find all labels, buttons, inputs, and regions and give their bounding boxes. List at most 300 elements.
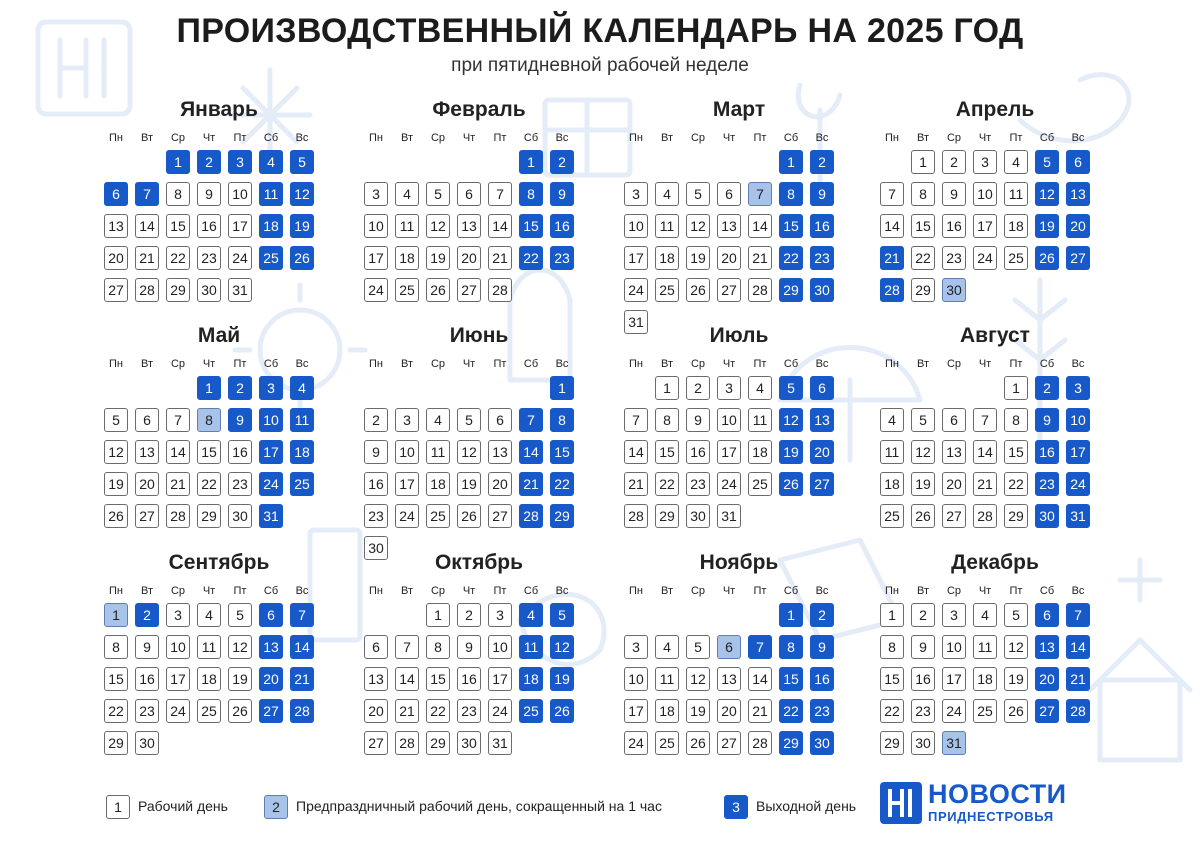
- day-cell-working: 29: [426, 731, 450, 755]
- weekday-header: [880, 132, 1110, 148]
- day-cell-working: 9: [686, 408, 710, 432]
- day-cell-day-off: 12: [1035, 182, 1059, 206]
- day-cell-working: 13: [135, 440, 159, 464]
- day-cell-working: 10: [228, 182, 252, 206]
- day-cell-day-off: 19: [290, 214, 314, 238]
- weekday-label: Вт: [660, 132, 673, 144]
- day-cell-day-off: 9: [1035, 408, 1059, 432]
- day-cell-working: 16: [197, 214, 221, 238]
- day-cell-working: 8: [655, 408, 679, 432]
- day-cell-working: 25: [1004, 246, 1028, 270]
- weekday-label: Пт: [1009, 132, 1023, 144]
- day-cell-working: 19: [104, 472, 128, 496]
- weekday-label: Чт: [722, 358, 736, 370]
- weekday-header: [624, 358, 854, 374]
- day-cell-working: 6: [457, 182, 481, 206]
- day-cell-working: 17: [624, 699, 648, 723]
- day-cell-working: 12: [686, 667, 710, 691]
- day-cell-working: 11: [197, 635, 221, 659]
- day-cell-day-off: 9: [810, 635, 834, 659]
- day-cell-working: 22: [426, 699, 450, 723]
- weekday-label: Пт: [493, 585, 507, 597]
- day-cell-working: 17: [973, 214, 997, 238]
- day-cell-day-off: 5: [779, 376, 803, 400]
- day-cell-day-off: 8: [519, 182, 543, 206]
- day-cell-working: 4: [197, 603, 221, 627]
- weekday-label: Пн: [369, 358, 383, 370]
- weekday-label: Ср: [690, 358, 706, 370]
- weekday-label: Пн: [885, 585, 899, 597]
- day-cell-day-off: 21: [880, 246, 904, 270]
- day-cell-day-off: 21: [290, 667, 314, 691]
- day-cell-day-off: 6: [1035, 603, 1059, 627]
- day-cell-working: 5: [1004, 603, 1028, 627]
- weekday-label: Пт: [753, 358, 767, 370]
- day-cell-day-off: 31: [1066, 504, 1090, 528]
- day-cell-short: 1: [104, 603, 128, 627]
- day-cell-working: 6: [488, 408, 512, 432]
- day-cell-working: 8: [166, 182, 190, 206]
- day-cell-working: 21: [135, 246, 159, 270]
- day-cell-working: 24: [973, 246, 997, 270]
- day-cell-working: 19: [1004, 667, 1028, 691]
- day-cell-day-off: 26: [290, 246, 314, 270]
- day-cell-working: 26: [1004, 699, 1028, 723]
- day-cell-day-off: 1: [197, 376, 221, 400]
- weekday-label: Пт: [1009, 358, 1023, 370]
- month-name: Ноябрь: [699, 551, 779, 574]
- day-cell-working: 14: [488, 214, 512, 238]
- logo-line-1: НОВОСТИ: [928, 779, 1067, 809]
- weekday-label: Сб: [1039, 132, 1055, 144]
- day-cell-day-off: 5: [550, 603, 574, 627]
- day-cell-day-off: 21: [1066, 667, 1090, 691]
- weekday-label: Ср: [690, 132, 706, 144]
- day-cell-working: 4: [655, 635, 679, 659]
- day-cell-working: 25: [748, 472, 772, 496]
- day-cell-working: 26: [686, 278, 710, 302]
- day-cell-working: 29: [1004, 504, 1028, 528]
- day-cell-working: 23: [911, 699, 935, 723]
- day-cell-working: 4: [973, 603, 997, 627]
- day-cell-day-off: 6: [104, 182, 128, 206]
- weekday-label: Чт: [722, 132, 736, 144]
- legend-working-swatch: 1: [106, 795, 130, 819]
- day-cell-working: 8: [426, 635, 450, 659]
- day-cell-working: 18: [395, 246, 419, 270]
- weekday-header: [104, 132, 334, 148]
- day-cell-working: 21: [488, 246, 512, 270]
- day-cell-working: 3: [395, 408, 419, 432]
- day-cell-working: 29: [197, 504, 221, 528]
- day-cell-working: 1: [655, 376, 679, 400]
- day-cell-working: 10: [973, 182, 997, 206]
- day-cell-working: 15: [197, 440, 221, 464]
- day-cell-working: 2: [942, 150, 966, 174]
- day-cell-day-off: 14: [1066, 635, 1090, 659]
- weekday-label: Пт: [1009, 585, 1023, 597]
- day-cell-day-off: 3: [1066, 376, 1090, 400]
- day-cell-working: 16: [942, 214, 966, 238]
- day-cell-day-off: 26: [1035, 246, 1059, 270]
- day-cell-day-off: 9: [550, 182, 574, 206]
- day-cell-working: 20: [104, 246, 128, 270]
- day-cell-day-off: 9: [228, 408, 252, 432]
- day-cell-working: 4: [1004, 150, 1028, 174]
- day-cell-day-off: 13: [810, 408, 834, 432]
- day-cell-working: 30: [457, 731, 481, 755]
- day-cell-working: 13: [942, 440, 966, 464]
- weekday-label: Пн: [369, 132, 383, 144]
- weekday-label: Чт: [978, 132, 992, 144]
- day-cell-working: 18: [655, 699, 679, 723]
- weekday-label: Чт: [202, 585, 216, 597]
- weekday-label: Вт: [140, 358, 153, 370]
- weekday-header: [364, 132, 594, 148]
- month-name: Июнь: [449, 324, 509, 347]
- weekday-label: Сб: [263, 132, 279, 144]
- day-cell-working: 5: [686, 182, 710, 206]
- weekday-label: Вт: [140, 132, 153, 144]
- month-name: Июль: [709, 324, 769, 347]
- day-cell-working: 26: [228, 699, 252, 723]
- day-cell-working: 30: [911, 731, 935, 755]
- day-cell-short: 31: [942, 731, 966, 755]
- weekday-label: Вт: [660, 358, 673, 370]
- day-cell-working: 29: [166, 278, 190, 302]
- day-cell-working: 25: [655, 731, 679, 755]
- day-cell-day-off: 7: [748, 635, 772, 659]
- day-cell-day-off: 14: [519, 440, 543, 464]
- weekday-label: Вс: [295, 358, 309, 370]
- day-cell-day-off: 2: [550, 150, 574, 174]
- day-cell-day-off: 30: [810, 278, 834, 302]
- day-cell-working: 1: [911, 150, 935, 174]
- day-cell-day-off: 2: [135, 603, 159, 627]
- weekday-label: Ср: [170, 132, 186, 144]
- day-cell-working: 12: [228, 635, 252, 659]
- day-cell-working: 12: [686, 214, 710, 238]
- day-cell-working: 24: [624, 278, 648, 302]
- weekday-header: [364, 585, 594, 601]
- day-cell-working: 4: [426, 408, 450, 432]
- day-cell-working: 2: [686, 376, 710, 400]
- day-cell-working: 15: [880, 667, 904, 691]
- day-cell-working: 22: [1004, 472, 1028, 496]
- day-cell-day-off: 22: [519, 246, 543, 270]
- day-cell-working: 30: [686, 504, 710, 528]
- day-cell-working: 29: [880, 731, 904, 755]
- day-cell-working: 3: [166, 603, 190, 627]
- day-cell-working: 2: [911, 603, 935, 627]
- day-cell-day-off: 4: [259, 150, 283, 174]
- day-cell-working: 13: [717, 214, 741, 238]
- day-cell-day-off: 13: [259, 635, 283, 659]
- day-cell-working: 23: [364, 504, 388, 528]
- day-cell-working: 17: [166, 667, 190, 691]
- day-cell-day-off: 11: [290, 408, 314, 432]
- weekday-label: Вт: [916, 585, 929, 597]
- day-cell-working: 20: [717, 246, 741, 270]
- day-cell-day-off: 29: [779, 731, 803, 755]
- day-cell-working: 5: [457, 408, 481, 432]
- weekday-label: Вт: [660, 585, 673, 597]
- weekday-header: [880, 358, 1110, 374]
- day-cell-working: 26: [104, 504, 128, 528]
- day-cell-short: 30: [942, 278, 966, 302]
- day-cell-working: 18: [748, 440, 772, 464]
- day-cell-working: 2: [364, 408, 388, 432]
- day-cell-working: 19: [228, 667, 252, 691]
- weekday-label: Пн: [629, 585, 643, 597]
- weekday-label: Пт: [493, 358, 507, 370]
- day-cell-working: 19: [457, 472, 481, 496]
- day-cell-working: 11: [748, 408, 772, 432]
- weekday-label: Сб: [783, 585, 799, 597]
- weekday-label: Пт: [753, 132, 767, 144]
- weekday-label: Вт: [916, 358, 929, 370]
- day-cell-working: 10: [942, 635, 966, 659]
- day-cell-working: 26: [911, 504, 935, 528]
- day-cell-working: 3: [942, 603, 966, 627]
- day-cell-working: 27: [717, 731, 741, 755]
- day-cell-working: 21: [748, 699, 772, 723]
- day-cell-working: 16: [911, 667, 935, 691]
- weekday-label: Вт: [140, 585, 153, 597]
- day-cell-working: 6: [942, 408, 966, 432]
- day-cell-day-off: 15: [779, 667, 803, 691]
- day-cell-day-off: 16: [810, 667, 834, 691]
- day-cell-working: 7: [166, 408, 190, 432]
- day-cell-working: 29: [104, 731, 128, 755]
- day-cell-working: 14: [135, 214, 159, 238]
- day-cell-working: 26: [686, 731, 710, 755]
- day-cell-day-off: 7: [290, 603, 314, 627]
- day-cell-working: 28: [748, 278, 772, 302]
- day-cell-working: 3: [364, 182, 388, 206]
- day-cell-working: 1: [1004, 376, 1028, 400]
- weekday-label: Вт: [400, 358, 413, 370]
- day-cell-working: 9: [364, 440, 388, 464]
- day-cell-day-off: 18: [259, 214, 283, 238]
- weekday-label: Вс: [555, 358, 569, 370]
- weekday-label: Вт: [400, 132, 413, 144]
- day-cell-day-off: 2: [810, 150, 834, 174]
- day-cell-day-off: 28: [1066, 699, 1090, 723]
- legend-off-label: Выходной день: [756, 798, 857, 814]
- day-cell-working: 3: [624, 182, 648, 206]
- day-cell-working: 7: [973, 408, 997, 432]
- day-cell-day-off: 27: [1035, 699, 1059, 723]
- day-cell-day-off: 22: [779, 699, 803, 723]
- weekday-label: Вс: [295, 132, 309, 144]
- weekday-label: Ср: [946, 132, 962, 144]
- day-cell-working: 8: [880, 635, 904, 659]
- day-cell-working: 13: [457, 214, 481, 238]
- day-cell-working: 1: [880, 603, 904, 627]
- weekday-label: Сб: [783, 132, 799, 144]
- day-cell-working: 30: [228, 504, 252, 528]
- day-cell-short: 8: [197, 408, 221, 432]
- day-cell-working: 25: [197, 699, 221, 723]
- day-cell-day-off: 24: [259, 472, 283, 496]
- day-cell-working: 21: [166, 472, 190, 496]
- day-cell-working: 25: [655, 278, 679, 302]
- day-cell-working: 21: [395, 699, 419, 723]
- weekday-label: Вс: [815, 585, 829, 597]
- day-cell-working: 7: [624, 408, 648, 432]
- day-cell-working: 20: [135, 472, 159, 496]
- day-cell-working: 16: [686, 440, 710, 464]
- weekday-header: [624, 585, 854, 601]
- weekday-label: Вс: [1071, 132, 1085, 144]
- day-cell-day-off: 17: [1066, 440, 1090, 464]
- weekday-header: [624, 132, 854, 148]
- day-cell-day-off: 2: [1035, 376, 1059, 400]
- day-cell-working: 25: [395, 278, 419, 302]
- weekday-header: [364, 358, 594, 374]
- day-cell-working: 27: [457, 278, 481, 302]
- day-cell-short: 7: [748, 182, 772, 206]
- day-cell-day-off: 16: [810, 214, 834, 238]
- day-cell-working: 6: [135, 408, 159, 432]
- day-cell-working: 9: [457, 635, 481, 659]
- weekday-label: Вс: [555, 585, 569, 597]
- month-name: Март: [712, 98, 766, 121]
- day-cell-day-off: 15: [519, 214, 543, 238]
- day-cell-day-off: 20: [1066, 214, 1090, 238]
- day-cell-working: 9: [942, 182, 966, 206]
- day-cell-working: 14: [166, 440, 190, 464]
- day-cell-working: 18: [973, 667, 997, 691]
- day-cell-day-off: 1: [779, 603, 803, 627]
- day-cell-working: 5: [426, 182, 450, 206]
- day-cell-working: 22: [880, 699, 904, 723]
- day-cell-short: 6: [717, 635, 741, 659]
- day-cell-working: 19: [911, 472, 935, 496]
- day-cell-day-off: 29: [550, 504, 574, 528]
- weekday-label: Сб: [783, 358, 799, 370]
- day-cell-working: 19: [686, 246, 710, 270]
- day-cell-working: 26: [426, 278, 450, 302]
- day-cell-day-off: 30: [1035, 504, 1059, 528]
- day-cell-day-off: 17: [259, 440, 283, 464]
- weekday-label: Ср: [430, 132, 446, 144]
- day-cell-working: 31: [488, 731, 512, 755]
- day-cell-working: 6: [364, 635, 388, 659]
- day-cell-working: 30: [364, 536, 388, 560]
- day-cell-day-off: 7: [519, 408, 543, 432]
- day-cell-working: 7: [880, 182, 904, 206]
- day-cell-day-off: 25: [259, 246, 283, 270]
- day-cell-working: 23: [228, 472, 252, 496]
- day-cell-working: 7: [488, 182, 512, 206]
- day-cell-working: 20: [488, 472, 512, 496]
- day-cell-day-off: 27: [810, 472, 834, 496]
- weekday-label: Чт: [978, 358, 992, 370]
- page-title: ПРОИЗВОДСТВЕННЫЙ КАЛЕНДАРЬ НА 2025 ГОД: [176, 12, 1024, 50]
- day-cell-day-off: 25: [519, 699, 543, 723]
- weekday-header: [104, 585, 334, 601]
- weekday-label: Чт: [978, 585, 992, 597]
- weekday-label: Ср: [946, 585, 962, 597]
- month-name: Август: [960, 324, 1030, 347]
- day-cell-day-off: 3: [228, 150, 252, 174]
- weekday-label: Вт: [916, 132, 929, 144]
- weekday-label: Вс: [555, 132, 569, 144]
- day-cell-working: 14: [395, 667, 419, 691]
- day-cell-working: 8: [911, 182, 935, 206]
- day-cell-working: 23: [686, 472, 710, 496]
- month-name: Октябрь: [434, 551, 524, 574]
- weekday-label: Пн: [885, 132, 899, 144]
- day-cell-working: 27: [488, 504, 512, 528]
- day-cell-working: 12: [911, 440, 935, 464]
- day-cell-working: 27: [942, 504, 966, 528]
- month-name: Февраль: [432, 98, 526, 121]
- day-cell-day-off: 12: [290, 182, 314, 206]
- day-cell-working: 17: [364, 246, 388, 270]
- day-cell-working: 30: [135, 731, 159, 755]
- day-cell-working: 18: [197, 667, 221, 691]
- day-cell-day-off: 23: [810, 246, 834, 270]
- day-cell-day-off: 28: [519, 504, 543, 528]
- day-cell-working: 6: [717, 182, 741, 206]
- day-cell-working: 28: [135, 278, 159, 302]
- day-cell-working: 24: [717, 472, 741, 496]
- day-cell-day-off: 16: [550, 214, 574, 238]
- day-cell-day-off: 22: [779, 246, 803, 270]
- weekday-label: Ср: [430, 358, 446, 370]
- day-cell-working: 22: [911, 246, 935, 270]
- day-cell-day-off: 1: [779, 150, 803, 174]
- day-cell-working: 2: [457, 603, 481, 627]
- month-name: Апрель: [955, 98, 1035, 121]
- day-cell-day-off: 20: [1035, 667, 1059, 691]
- day-cell-day-off: 25: [290, 472, 314, 496]
- day-cell-working: 18: [655, 246, 679, 270]
- day-cell-working: 23: [197, 246, 221, 270]
- day-cell-day-off: 2: [810, 603, 834, 627]
- weekday-label: Вт: [400, 585, 413, 597]
- weekday-label: Пт: [233, 358, 247, 370]
- day-cell-day-off: 15: [779, 214, 803, 238]
- day-cell-day-off: 4: [290, 376, 314, 400]
- day-cell-working: 15: [166, 214, 190, 238]
- day-cell-day-off: 27: [259, 699, 283, 723]
- day-cell-working: 15: [911, 214, 935, 238]
- weekday-label: Сб: [263, 358, 279, 370]
- day-cell-day-off: 10: [1066, 408, 1090, 432]
- day-cell-working: 25: [880, 504, 904, 528]
- day-cell-working: 27: [135, 504, 159, 528]
- day-cell-day-off: 1: [519, 150, 543, 174]
- day-cell-working: 24: [395, 504, 419, 528]
- day-cell-day-off: 5: [1035, 150, 1059, 174]
- weekday-label: Ср: [690, 585, 706, 597]
- day-cell-working: 11: [1004, 182, 1028, 206]
- day-cell-day-off: 26: [779, 472, 803, 496]
- day-cell-day-off: 2: [197, 150, 221, 174]
- day-cell-working: 28: [395, 731, 419, 755]
- day-cell-day-off: 1: [166, 150, 190, 174]
- day-cell-working: 23: [457, 699, 481, 723]
- day-cell-day-off: 3: [259, 376, 283, 400]
- day-cell-working: 24: [942, 699, 966, 723]
- weekday-label: Пт: [753, 585, 767, 597]
- day-cell-working: 11: [655, 667, 679, 691]
- day-cell-working: 24: [228, 246, 252, 270]
